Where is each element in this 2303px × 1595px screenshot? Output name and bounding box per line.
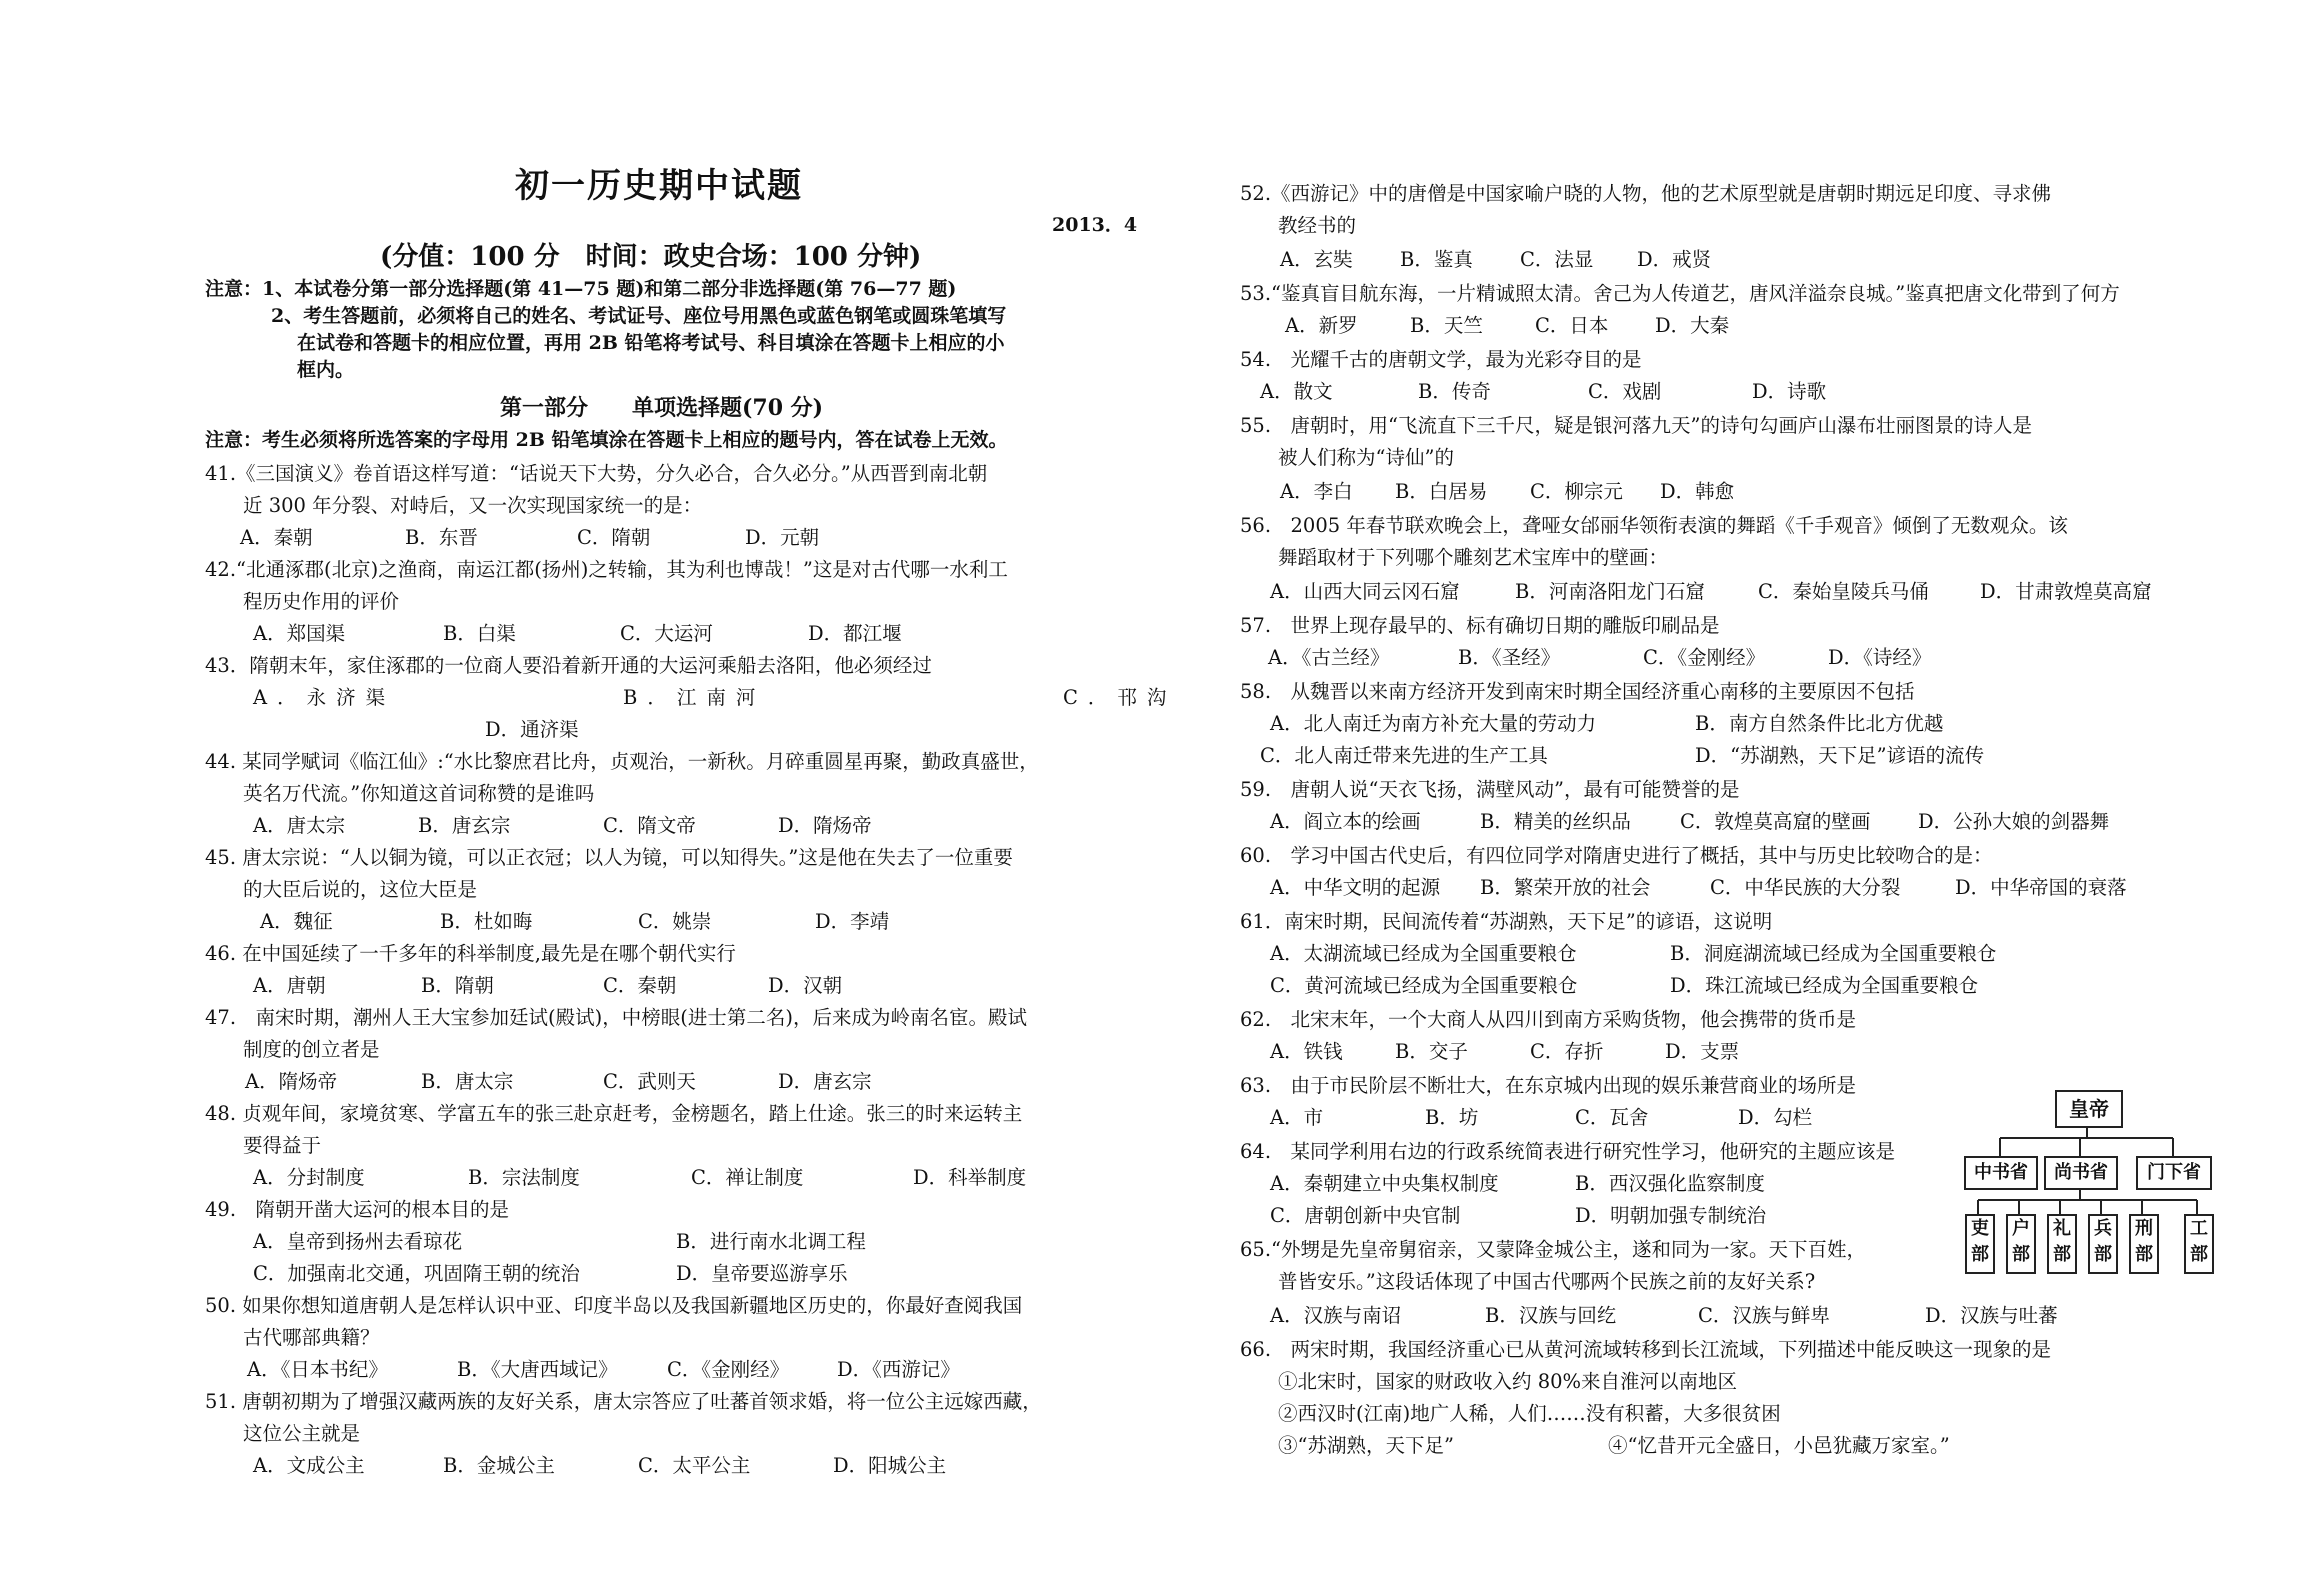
option[interactable]: D．诗歌 — [1752, 380, 1827, 403]
option[interactable]: C．北人南迁带来先进的生产工具 — [1260, 744, 1548, 767]
option[interactable]: C．武则天 — [603, 1070, 696, 1093]
option[interactable]: B．河南洛阳龙门石窟 — [1515, 580, 1705, 603]
option[interactable]: A．山西大同云冈石窟 — [1270, 580, 1460, 603]
question-text: 63. 由于市民阶层不断壮大，在东京城内出现的娱乐兼营商业的场所是 — [1240, 1074, 1857, 1097]
question-text: 舞蹈取材于下列哪个雕刻艺术宝库中的壁画： — [1278, 546, 1669, 569]
option[interactable]: A．《日本书纪》 — [247, 1358, 388, 1381]
option[interactable]: C．法显 — [1520, 248, 1594, 271]
question-text: 53.“鉴真盲目航东海，一片精诚照太清。舍己为人传道艺，唐风洋溢奈良城。”鉴真把唐文化带到了何方 — [1240, 282, 2120, 305]
ministry-char: 部 — [2094, 1244, 2112, 1265]
question-60 — [1240, 840, 1993, 872]
statement: ①北宋时，国家的财政收入约 80%来自淮河以南地区 — [1278, 1370, 1738, 1393]
org-node-ministry — [2088, 1214, 2118, 1274]
ministry-char: 部 — [2053, 1244, 2071, 1265]
option[interactable]: D．公孙大娘的剑器舞 — [1918, 810, 2110, 833]
question-text: 的大臣后说的，这位大臣是 — [243, 878, 478, 901]
exam-date: 2013．4 — [1052, 214, 1138, 236]
question-text: 64. 某同学利用右边的行政系统简表进行研究性学习，他研究的主题应该是 — [1240, 1140, 1896, 1163]
option[interactable]: D．阳城公主 — [833, 1454, 947, 1477]
question-text: 62. 北宋末年，一个大商人从四川到南方采购货物，他会携带的货币是 — [1240, 1008, 1857, 1031]
notice-line: 框内。 — [297, 359, 355, 381]
question-64 — [1240, 1136, 1895, 1168]
option[interactable]: C．邗沟 — [1063, 686, 1177, 709]
question-text: 50. 如果你想知道唐朝人是怎样认识中亚、印度半岛以及我国新疆地区历史的，你最好查阅我国 — [205, 1294, 1023, 1317]
ministry-char: 部 — [1971, 1244, 1989, 1265]
option[interactable]: A．新罗 — [1285, 314, 1358, 337]
question-48 — [205, 1098, 1022, 1162]
admin-system-chart — [1960, 1090, 2215, 1290]
question-text: 54. 光耀千古的唐朝文学，最为光彩夺目的是 — [1240, 348, 1642, 371]
option[interactable]: B．坊 — [1425, 1106, 1479, 1129]
option[interactable]: D．甘肃敦煌莫高窟 — [1980, 580, 2152, 603]
question-text: 这位公主就是 — [243, 1422, 361, 1445]
org-node-emperor: 皇帝 — [2055, 1090, 2123, 1128]
notice-line: 注意：1、本试卷分第一部分选择题(第 41—75 题)和第二部分非选择题(第 76—77 题) — [205, 278, 957, 300]
option[interactable]: C．加强南北交通，巩固隋王朝的统治 — [253, 1262, 580, 1285]
question-59 — [1240, 774, 1739, 806]
option[interactable]: C．存折 — [1530, 1040, 1604, 1063]
ministry-char: 部 — [2190, 1244, 2208, 1265]
option[interactable]: A．《古兰经》 — [1268, 646, 1390, 669]
ministry-char: 部 — [2135, 1244, 2153, 1265]
option[interactable]: D．通济渠 — [485, 718, 579, 741]
option[interactable]: A．永济渠 — [253, 686, 396, 709]
option[interactable]: B．宗法制度 — [468, 1166, 580, 1189]
option[interactable]: B．白居易 — [1395, 480, 1488, 503]
option[interactable]: B．《大唐西域记》 — [457, 1358, 618, 1381]
org-node-ministry — [2184, 1214, 2214, 1274]
option[interactable]: D．皇帝要巡游享乐 — [676, 1262, 848, 1285]
option[interactable]: C．黄河流域已经成为全国重要粮仓 — [1270, 974, 1578, 997]
question-text: 42.“北通涿郡(北京)之渔商，南运江都(扬州)之转输，其为利也博哉！”这是对古代哪一水利工 — [205, 558, 1008, 581]
question-text: 66. 两宋时期，我国经济重心已从黄河流域转移到长江流域，下列描述中能反映这一现象的是 — [1240, 1338, 2052, 1361]
statement: ③“苏湖熟，天下足” — [1278, 1434, 1454, 1457]
question-text: 59. 唐朝人说“天衣飞扬，满壁风动”，最有可能赞誉的是 — [1240, 778, 1740, 801]
option[interactable]: C．隋文帝 — [603, 814, 696, 837]
option[interactable]: C．敦煌莫高窟的壁画 — [1680, 810, 1871, 833]
option[interactable]: A．秦朝 — [240, 526, 313, 549]
option[interactable]: C．瓦舍 — [1575, 1106, 1649, 1129]
question-41 — [205, 458, 987, 522]
option[interactable]: C．柳宗元 — [1530, 480, 1623, 503]
option[interactable]: C．秦始皇陵兵马俑 — [1758, 580, 1929, 603]
ministry-char: 部 — [2012, 1244, 2030, 1265]
question-text: 49. 隋朝开凿大运河的根本目的是 — [205, 1198, 510, 1221]
option[interactable]: A．铁钱 — [1270, 1040, 1343, 1063]
option[interactable]: B．繁荣开放的社会 — [1480, 876, 1651, 899]
option[interactable]: D．科举制度 — [913, 1166, 1027, 1189]
option[interactable]: D．“苏湖熟，天下足”谚语的流传 — [1695, 744, 1985, 767]
option[interactable]: C．《金刚经》 — [1643, 646, 1766, 669]
org-node-ministry — [2047, 1214, 2077, 1274]
org-node-ministry — [2006, 1214, 2036, 1274]
section-heading: 第一部分 单项选择题(70 分) — [500, 395, 824, 421]
question-text: 57. 世界上现存最早的、标有确切日期的雕版印刷品是 — [1240, 614, 1720, 637]
org-node-province: 尚书省 — [2044, 1156, 2118, 1190]
option[interactable]: D．戒贤 — [1637, 248, 1712, 271]
question-58 — [1240, 676, 1915, 708]
option[interactable]: B．金城公主 — [443, 1454, 555, 1477]
question-text: 教经书的 — [1278, 214, 1357, 237]
option[interactable]: A．唐朝 — [253, 974, 326, 997]
org-node-province: 门下省 — [2136, 1156, 2212, 1190]
option[interactable]: D．珠江流域已经成为全国重要粮仓 — [1670, 974, 1979, 997]
option[interactable]: A．皇帝到扬州去看琼花 — [253, 1230, 463, 1253]
ministry-char: 工 — [2190, 1218, 2208, 1239]
question-65 — [1240, 1234, 1866, 1298]
question-47 — [205, 1002, 1027, 1066]
question-62 — [1240, 1004, 1856, 1036]
question-46 — [205, 938, 736, 970]
option[interactable]: C．中华民族的大分裂 — [1710, 876, 1901, 899]
question-text: 古代哪部典籍？ — [243, 1326, 380, 1349]
statement: ④“忆昔开元全盛日，小邑犹藏万家室。” — [1608, 1434, 1950, 1457]
question-53 — [1240, 278, 2120, 310]
question-text: 程历史作用的评价 — [243, 590, 400, 613]
option[interactable]: C．姚崇 — [638, 910, 712, 933]
question-49 — [205, 1194, 509, 1226]
ministry-char: 吏 — [1971, 1218, 1989, 1239]
option[interactable]: D．勾栏 — [1738, 1106, 1813, 1129]
question-text: 61．南宋时期，民间流传着“苏湖熟，天下足”的谚语，这说明 — [1240, 910, 1773, 933]
question-54 — [1240, 344, 1642, 376]
question-50 — [205, 1290, 1022, 1354]
question-text: 52.《西游记》中的唐僧是中国家喻户晓的人物，他的艺术原型就是唐朝时期远足印度、寻求佛 — [1240, 182, 2052, 205]
option[interactable]: A．散文 — [1260, 380, 1333, 403]
ministry-char: 礼 — [2053, 1218, 2071, 1239]
statement: ②西汉时(江南)地广人稀，人们……没有积蓄，大多很贫困 — [1278, 1402, 1781, 1425]
option[interactable]: C．戏剧 — [1588, 380, 1662, 403]
option[interactable]: D．中华帝国的衰落 — [1955, 876, 2127, 899]
option[interactable]: B．传奇 — [1418, 380, 1491, 403]
option[interactable]: A．玄奘 — [1280, 248, 1353, 271]
option[interactable]: D．明朝加强专制统治 — [1575, 1204, 1767, 1227]
option[interactable]: A．秦朝建立中央集权制度 — [1270, 1172, 1499, 1195]
question-56 — [1240, 510, 2068, 574]
option[interactable]: C．汉族与鲜卑 — [1698, 1304, 1830, 1327]
question-text: 56. 2005 年春节联欢晚会上，聋哑女邰丽华领衔表演的舞蹈《千手观音》倾倒了无数观众。该 — [1240, 514, 2068, 537]
option[interactable]: B．洞庭湖流域已经成为全国重要粮仓 — [1670, 942, 1997, 965]
option[interactable]: B．唐太宗 — [421, 1070, 514, 1093]
question-51 — [205, 1386, 1042, 1450]
option[interactable]: B．白渠 — [443, 622, 516, 645]
question-text: 近 300 年分裂、对峙后，又一次实现国家统一的是： — [243, 494, 703, 517]
question-text: 要得益于 — [243, 1134, 322, 1157]
section-instruction: 注意：考生必须将所选答案的字母用 2B 铅笔填涂在答题卡上相应的题号内，答在试卷上无效。 — [205, 429, 1008, 451]
option[interactable]: B．鉴真 — [1400, 248, 1473, 271]
question-44 — [205, 746, 1039, 810]
question-text: 被人们称为“诗仙”的 — [1278, 446, 1454, 469]
option[interactable]: D．汉朝 — [768, 974, 843, 997]
option[interactable]: B．交子 — [1395, 1040, 1468, 1063]
option[interactable]: D．《西游记》 — [837, 1358, 960, 1381]
notice-line: 在试卷和答题卡的相应位置，再用 2B 铅笔将考试号、科目填涂在答题卡上相应的小 — [297, 332, 1005, 354]
option[interactable]: A．魏征 — [260, 910, 333, 933]
question-text: 60. 学习中国古代史后，有四位同学对隋唐史进行了概括，其中与历史比较吻合的是： — [1240, 844, 1993, 867]
question-61 — [1240, 906, 1772, 938]
option[interactable]: D．《诗经》 — [1828, 646, 1932, 669]
option[interactable]: B．西汉强化监察制度 — [1575, 1172, 1765, 1195]
question-text: 65.“外甥是先皇帝舅宿亲，又蒙降金城公主，遂和同为一家。天下百姓， — [1240, 1238, 1866, 1261]
question-text: 英名万代流。”你知道这首词称赞的是谁吗 — [243, 782, 595, 805]
option[interactable]: D．大秦 — [1655, 314, 1730, 337]
page-subtitle: (分值：100 分 时间：政史合场：100 分钟) — [380, 242, 922, 272]
option[interactable]: B．天竺 — [1410, 314, 1483, 337]
question-text: 55. 唐朝时，用“飞流直下三千尺，疑是银河落九天”的诗句勾画庐山瀑布壮丽图景的诗人是 — [1240, 414, 2032, 437]
option[interactable]: A．汉族与南诏 — [1270, 1304, 1402, 1327]
option[interactable]: C．日本 — [1535, 314, 1609, 337]
question-text: 普皆安乐。”这段话体现了中国古代哪两个民族之前的友好关系? — [1278, 1270, 1816, 1293]
org-node-province: 中书省 — [1964, 1156, 2038, 1190]
option[interactable]: A．郑国渠 — [253, 622, 346, 645]
option[interactable]: C．唐朝创新中央官制 — [1270, 1204, 1461, 1227]
option[interactable]: D．唐玄宗 — [778, 1070, 872, 1093]
option[interactable]: B．唐玄宗 — [418, 814, 511, 837]
option[interactable]: D．元朝 — [745, 526, 820, 549]
question-52 — [1240, 178, 2051, 242]
option[interactable]: A．文成公主 — [253, 1454, 365, 1477]
option[interactable]: B．精美的丝织品 — [1480, 810, 1631, 833]
org-node-ministry — [2129, 1214, 2159, 1274]
question-text: 制度的创立者是 — [243, 1038, 380, 1061]
option[interactable]: B．进行南水北调工程 — [676, 1230, 866, 1253]
page-title: 初一历史期中试题 — [515, 166, 803, 206]
question-text: 43．隋朝末年，家住涿郡的一位商人要沿着新开通的大运河乘船去洛阳，他必须经过 — [205, 654, 932, 677]
question-57 — [1240, 610, 1720, 642]
question-63 — [1240, 1070, 1856, 1102]
question-text: 45. 唐太宗说：“人以铜为镜，可以正衣冠；以人为镜，可以知得失。”这是他在失去了一位重要 — [205, 846, 1013, 869]
question-text: 48. 贞观年间，家境贫寒、学富五车的张三赴京赶考，金榜题名，踏上仕途。张三的时来运转主 — [205, 1102, 1023, 1125]
ministry-char: 刑 — [2135, 1218, 2153, 1239]
question-66 — [1240, 1334, 2051, 1430]
question-text: 46. 在中国延续了一千多年的科举制度,最先是在哪个朝代实行 — [205, 942, 736, 965]
option[interactable]: D．李靖 — [815, 910, 890, 933]
option[interactable]: D．汉族与吐蕃 — [1925, 1304, 2058, 1327]
option[interactable]: D．支票 — [1665, 1040, 1740, 1063]
question-45 — [205, 842, 1013, 906]
option[interactable]: B．江南河 — [623, 686, 766, 709]
question-text: 51. 唐朝初期为了增强汉藏两族的友好关系，唐太宗答应了吐蕃首领求婚，将一位公主远嫁西藏， — [205, 1390, 1042, 1413]
option[interactable]: B．《圣经》 — [1458, 646, 1561, 669]
option[interactable]: A．分封制度 — [253, 1166, 365, 1189]
option[interactable]: A．李白 — [1280, 480, 1353, 503]
option[interactable]: C．《金刚经》 — [667, 1358, 790, 1381]
option[interactable]: A．北人南迁为南方补充大量的劳动力 — [1270, 712, 1597, 735]
question-text: 41.《三国演义》卷首语这样写道：“话说天下大势，分久必合，合久必分。”从西晋到南北朝 — [205, 462, 988, 485]
option[interactable]: C．秦朝 — [603, 974, 677, 997]
option[interactable]: A．隋炀帝 — [245, 1070, 338, 1093]
option[interactable]: D．韩愈 — [1660, 480, 1735, 503]
question-43 — [205, 650, 932, 682]
option[interactable]: B．隋朝 — [421, 974, 494, 997]
option[interactable]: D．隋炀帝 — [778, 814, 872, 837]
question-text: 47. 南宋时期，潮州人王大宝参加廷试(殿试)，中榜眼(进士第二名)，后来成为岭南名宦。殿试 — [205, 1006, 1027, 1029]
option[interactable]: A．唐太宗 — [253, 814, 346, 837]
question-42 — [205, 554, 1008, 618]
notice-line: 2、考生答题前，必须将自己的姓名、考试证号、座位号用黑色或蓝色钢笔或圆珠笔填写 — [271, 305, 1007, 327]
question-55 — [1240, 410, 2032, 474]
option[interactable]: B．汉族与回纥 — [1485, 1304, 1617, 1327]
option[interactable]: C．太平公主 — [638, 1454, 751, 1477]
option[interactable]: D．都江堰 — [808, 622, 902, 645]
option[interactable]: B．东晋 — [405, 526, 478, 549]
ministry-char: 兵 — [2094, 1218, 2112, 1239]
option[interactable]: A．阎立本的绘画 — [1270, 810, 1421, 833]
option[interactable]: B．杜如晦 — [440, 910, 533, 933]
question-text: 58. 从魏晋以来南方经济开发到南宋时期全国经济重心南移的主要原因不包括 — [1240, 680, 1915, 703]
option[interactable]: A．市 — [1270, 1106, 1324, 1129]
option[interactable]: C．隋朝 — [577, 526, 651, 549]
org-node-ministry — [1965, 1214, 1995, 1274]
question-text: 44. 某同学赋词《临江仙》:“水比黎庶君比舟，贞观治，一新秋。月碎重圆星再聚，勤政真盛世， — [205, 750, 1039, 773]
ministry-char: 户 — [2012, 1218, 2030, 1239]
option[interactable]: A．中华文明的起源 — [1270, 876, 1441, 899]
option[interactable]: C．大运河 — [620, 622, 713, 645]
option[interactable]: B．南方自然条件比北方优越 — [1695, 712, 1944, 735]
option[interactable]: A．太湖流域已经成为全国重要粮仓 — [1270, 942, 1577, 965]
option[interactable]: C．禅让制度 — [691, 1166, 804, 1189]
